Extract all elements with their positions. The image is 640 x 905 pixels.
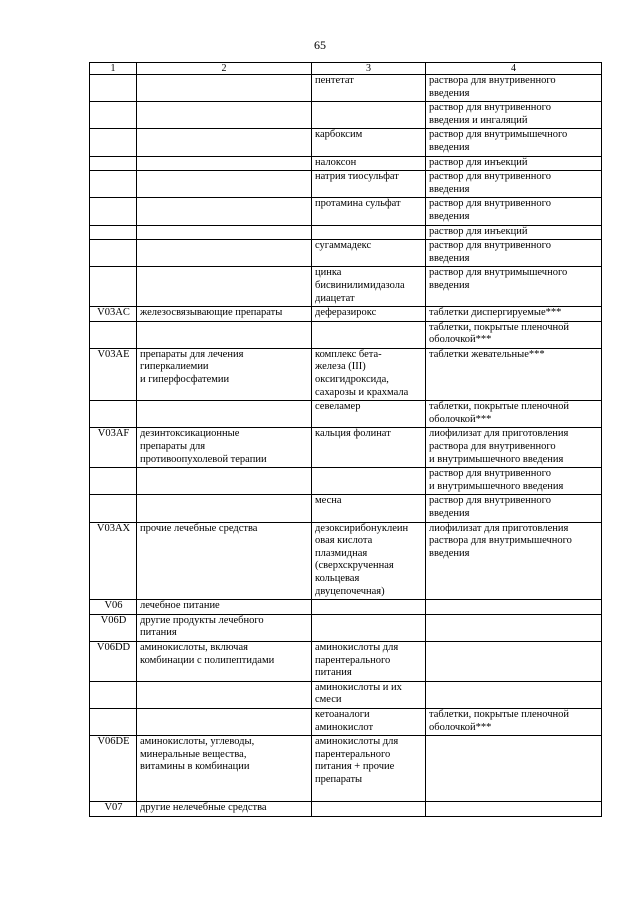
substance-name: севеламер — [315, 401, 361, 413]
group-name: аминокислоты, включая — [140, 641, 248, 653]
group-name: препараты для — [140, 441, 206, 453]
atc-code-cell: V06D — [90, 614, 137, 641]
table-row — [90, 614, 602, 641]
dosage-form: введения — [429, 87, 470, 99]
table-row — [90, 401, 602, 428]
dosage-form-cell — [426, 225, 602, 240]
substance-name: сахарозы и крахмала — [315, 386, 409, 398]
table-row — [90, 681, 602, 708]
group-name: железосвязывающие препараты — [140, 307, 283, 319]
substance-name: парентерального — [315, 748, 391, 760]
substance-cell — [312, 681, 426, 708]
dosage-form: раствора для внутримышечного — [429, 535, 572, 547]
substance-name: оксигидроксида, — [315, 374, 389, 386]
dosage-form: раствор для инъекций — [429, 156, 528, 168]
substance-name: комплекс бета- — [315, 348, 382, 360]
substance-cell — [312, 171, 426, 198]
group-name-cell — [137, 802, 312, 817]
substance-name: плазмидная — [315, 547, 368, 559]
dosage-form: и внутримышечного введения — [429, 480, 564, 492]
substance-cell — [312, 348, 426, 400]
group-name: дезинтоксикационные — [140, 428, 240, 440]
substance-name: диацетат — [315, 292, 355, 304]
dosage-form-cell — [426, 102, 602, 129]
group-name-cell — [137, 641, 312, 681]
table-row — [90, 267, 602, 307]
atc-code-cell: V06 — [90, 600, 137, 615]
group-name-cell — [137, 522, 312, 600]
substance-name: препараты — [315, 773, 363, 785]
dosage-form: раствора для внутривенного — [429, 441, 556, 453]
dosage-form: раствор для инъекций — [429, 225, 528, 237]
group-name-cell — [137, 614, 312, 641]
dosage-form-cell — [426, 267, 602, 307]
dosage-form: раствор для внутривенного — [429, 468, 551, 480]
dosage-form: таблетки, покрытые пленочной — [429, 708, 570, 720]
dosage-form-cell — [426, 198, 602, 225]
group-name: прочие лечебные средства — [140, 522, 258, 534]
substance-cell — [312, 495, 426, 522]
substance-cell — [312, 156, 426, 171]
dosage-form-cell — [426, 240, 602, 267]
header-row — [90, 63, 602, 75]
dosage-form: раствор для внутримышечного — [429, 129, 568, 141]
dosage-form: раствор для внутривенного — [429, 495, 551, 507]
dosage-form: введения и ингаляций — [429, 114, 528, 126]
dosage-form: введения — [429, 508, 470, 519]
substance-name: протамина сульфат — [315, 198, 401, 210]
substance-cell — [312, 307, 426, 322]
group-name: питания — [140, 627, 177, 639]
dosage-form-cell — [426, 75, 602, 102]
atc-code-cell: V03AE — [90, 348, 137, 400]
dosage-form: оболочкой*** — [429, 413, 492, 425]
atc-code-cell: V06DE — [90, 736, 137, 802]
table-row — [90, 321, 602, 348]
table-row — [90, 802, 602, 817]
atc-code-cell: V03AC — [90, 307, 137, 322]
substance-name: бисвинилимидазола — [315, 279, 405, 291]
table-row — [90, 129, 602, 156]
dosage-form: таблетки диспергируемые*** — [429, 307, 562, 319]
dosage-form-cell — [426, 522, 602, 600]
dosage-form-cell — [426, 401, 602, 428]
group-name: другие нелечебные средства — [140, 802, 267, 814]
group-name-cell — [137, 600, 312, 615]
table-row — [90, 307, 602, 322]
table-row — [90, 495, 602, 522]
substance-name: пентетат — [315, 75, 354, 86]
header-col-3: 3 — [312, 63, 426, 75]
table-row — [90, 468, 602, 495]
substance-name: питания + прочие — [315, 761, 395, 773]
dosage-form: раствор для внутривенного — [429, 240, 551, 252]
substance-name: (сверхскрученная — [315, 560, 394, 572]
substance-name: цинка — [315, 267, 342, 279]
substance-name: аминокислоты для — [315, 641, 399, 653]
dosage-form: введения — [429, 183, 470, 195]
dosage-form-cell — [426, 428, 602, 468]
substance-name: сугаммадекс — [315, 240, 372, 252]
substance-name: аминокислоты и их — [315, 681, 402, 693]
table-row — [90, 198, 602, 225]
table-row — [90, 641, 602, 681]
group-name-cell — [137, 75, 312, 102]
substance-name: питания — [315, 667, 352, 679]
group-name-cell — [137, 348, 312, 400]
atc-code-cell: V07 — [90, 802, 137, 817]
table-row — [90, 171, 602, 198]
table-row — [90, 428, 602, 468]
dosage-form: оболочкой*** — [429, 721, 492, 733]
table-row — [90, 240, 602, 267]
table-row — [90, 348, 602, 400]
substance-name: кальция фолинат — [315, 428, 391, 440]
substance-name: деферазирокс — [315, 307, 377, 319]
group-name: гиперкалиемии — [140, 361, 209, 373]
group-name-cell — [137, 736, 312, 802]
group-name: препараты для лечения — [140, 348, 244, 360]
dosage-form: раствор для внутривенного — [429, 171, 551, 183]
dosage-form: раствор для внутривенного — [429, 102, 551, 114]
dosage-form-cell — [426, 468, 602, 495]
header-col-2: 2 — [137, 63, 312, 75]
atc-code-cell: V06DD — [90, 641, 137, 681]
dosage-form: введения — [429, 252, 470, 264]
page-number: 65 — [314, 38, 326, 52]
substance-name: кольцевая — [315, 572, 360, 584]
substance-cell — [312, 522, 426, 600]
substance-cell — [312, 401, 426, 428]
dosage-form-cell — [426, 348, 602, 400]
substance-cell — [312, 736, 426, 802]
group-name: противоопухолевой терапии — [140, 453, 267, 465]
substance-name: натрия тиосульфат — [315, 171, 399, 183]
substance-cell — [312, 75, 426, 102]
dosage-form: введения — [429, 547, 470, 559]
group-name: другие продукты лечебного — [140, 614, 264, 626]
dosage-form-cell — [426, 708, 602, 735]
substance-name: налоксон — [315, 156, 357, 168]
drug-table — [89, 62, 602, 817]
substance-name: овая кислота — [315, 535, 373, 547]
dosage-form-cell — [426, 171, 602, 198]
dosage-form: таблетки, покрытые пленочной — [429, 321, 570, 333]
substance-cell — [312, 240, 426, 267]
dosage-form: введения — [429, 279, 470, 291]
table-row — [90, 600, 602, 615]
group-name: витамины в комбинации — [140, 761, 250, 773]
group-name: аминокислоты, углеводы, — [140, 736, 255, 748]
dosage-form: таблетки жевательные*** — [429, 348, 545, 360]
header-col-4: 4 — [426, 63, 602, 75]
table-row — [90, 156, 602, 171]
substance-name: аминокислот — [315, 721, 374, 733]
substance-cell — [312, 708, 426, 735]
group-name-cell — [137, 307, 312, 322]
group-name: лечебное питание — [140, 600, 220, 612]
atc-code-cell: V03AF — [90, 428, 137, 468]
group-name: комбинации с полипептидами — [140, 654, 275, 666]
dosage-form: раствора для внутривенного — [429, 75, 556, 86]
table-row — [90, 102, 602, 129]
substance-cell — [312, 428, 426, 468]
substance-name: железа (III) — [315, 361, 366, 373]
dosage-form-cell — [426, 129, 602, 156]
table-row — [90, 736, 602, 802]
header-col-1: 1 — [90, 63, 137, 75]
dosage-form: лиофилизат для приготовления — [429, 428, 569, 440]
dosage-form: таблетки, покрытые пленочной — [429, 401, 570, 413]
dosage-form: введения — [429, 210, 470, 222]
table-row — [90, 225, 602, 240]
substance-cell — [312, 267, 426, 307]
dosage-form-cell — [426, 307, 602, 322]
dosage-form: оболочкой*** — [429, 334, 492, 346]
dosage-form: раствор для внутримышечного — [429, 267, 568, 279]
table-row — [90, 522, 602, 600]
atc-code-cell — [90, 75, 137, 102]
substance-name: карбоксим — [315, 129, 363, 141]
dosage-form-cell — [426, 321, 602, 348]
substance-name: смеси — [315, 694, 342, 706]
dosage-form: введения — [429, 141, 470, 153]
dosage-form: раствор для внутривенного — [429, 198, 551, 210]
atc-code-cell: V03AX — [90, 522, 137, 600]
substance-cell — [312, 129, 426, 156]
substance-name: парентерального — [315, 654, 391, 666]
substance-name: дезоксирибонуклеин — [315, 522, 409, 534]
substance-name: аминокислоты для — [315, 736, 399, 748]
group-name-cell — [137, 428, 312, 468]
substance-name: месна — [315, 495, 342, 507]
substance-cell — [312, 641, 426, 681]
substance-name: двуцепочечная) — [315, 585, 385, 597]
substance-cell — [312, 198, 426, 225]
dosage-form-cell — [426, 495, 602, 522]
group-name: и гиперфосфатемии — [140, 374, 230, 386]
dosage-form-cell — [426, 156, 602, 171]
table-row — [90, 708, 602, 735]
table-row — [90, 75, 602, 102]
dosage-form: лиофилизат для приготовления — [429, 522, 569, 534]
substance-name: кетоаналоги — [315, 708, 370, 720]
dosage-form: и внутримышечного введения — [429, 453, 564, 465]
group-name: минеральные вещества, — [140, 748, 247, 760]
